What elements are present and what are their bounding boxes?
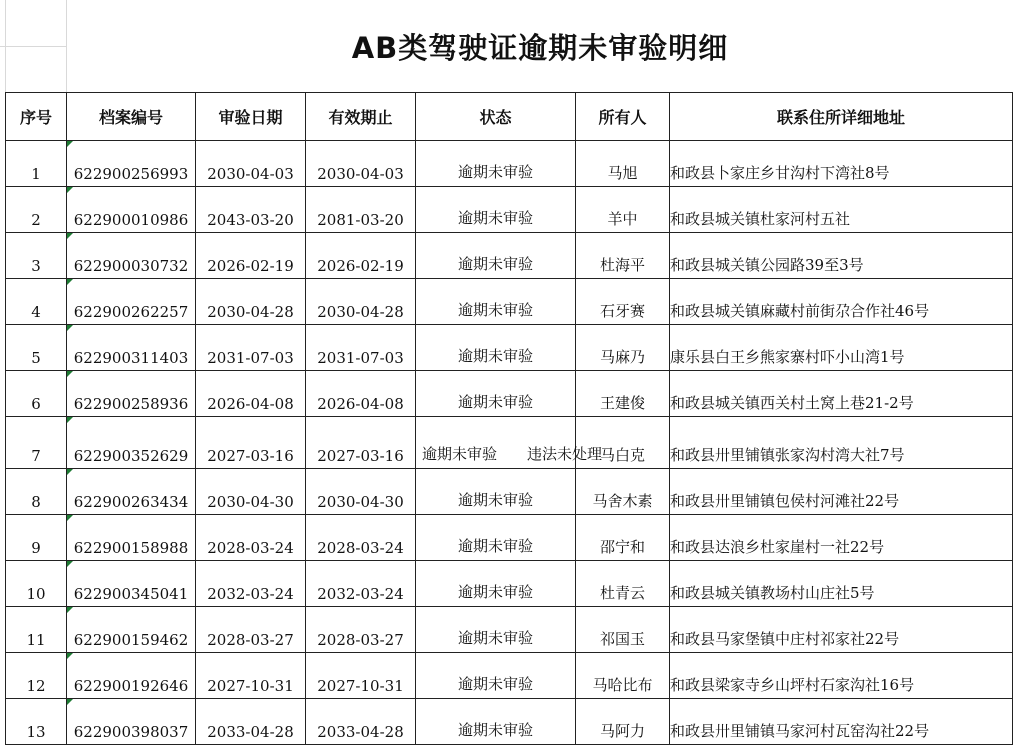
cell-address[interactable]: 和政县马家堡镇中庄村祁家社22号 xyxy=(670,607,1013,653)
cell-owner[interactable]: 邵宁和 xyxy=(576,515,670,561)
cell-status[interactable]: 逾期未审验 xyxy=(416,699,576,745)
cell-file-number-text: 622900258936 xyxy=(73,395,189,413)
cell-file-number[interactable] xyxy=(67,469,196,515)
cell-status[interactable]: 逾期未审验 xyxy=(416,469,576,515)
cell-file-number-text: 622900159462 xyxy=(73,631,189,649)
cell-file-number[interactable] xyxy=(67,699,196,745)
cell-valid-until[interactable]: 2030-04-03 xyxy=(306,141,416,187)
cell-file-number-text: 622900262257 xyxy=(73,303,189,321)
cell-valid-until[interactable]: 2032-03-24 xyxy=(306,561,416,607)
header-file-number[interactable]: 档案编号 xyxy=(67,93,196,141)
gridline xyxy=(0,46,66,47)
cell-index[interactable]: 10 xyxy=(6,561,67,607)
header-index[interactable]: 序号 xyxy=(6,93,67,141)
table-row xyxy=(6,699,1013,745)
cell-index[interactable]: 9 xyxy=(6,515,67,561)
header-status[interactable]: 状态 xyxy=(416,93,576,141)
cell-address[interactable]: 和政县城关镇教场村山庄社5号 xyxy=(670,561,1013,607)
cell-owner[interactable]: 羊中 xyxy=(576,187,670,233)
cell-valid-until[interactable]: 2030-04-28 xyxy=(306,279,416,325)
cell-file-number[interactable] xyxy=(67,325,196,371)
header-review-date[interactable]: 审验日期 xyxy=(196,93,306,141)
cell-valid-until[interactable]: 2081-03-20 xyxy=(306,187,416,233)
text-number-marker xyxy=(67,233,73,239)
header-valid-until[interactable]: 有效期止 xyxy=(306,93,416,141)
table-row xyxy=(6,417,1013,469)
table-row xyxy=(6,325,1013,371)
cell-address[interactable]: 和政县卜家庄乡甘沟村下湾社8号 xyxy=(670,141,1013,187)
cell-review-date[interactable]: 2043-03-20 xyxy=(196,187,306,233)
cell-address[interactable]: 康乐县白王乡熊家寨村吓小山湾1号 xyxy=(670,325,1013,371)
cell-owner[interactable]: 杜海平 xyxy=(576,233,670,279)
cell-index[interactable]: 8 xyxy=(6,469,67,515)
cell-index[interactable]: 1 xyxy=(6,141,67,187)
cell-valid-until[interactable]: 2026-04-08 xyxy=(306,371,416,417)
cell-owner[interactable]: 马哈比布 xyxy=(576,653,670,699)
cell-status[interactable]: 逾期未审验 xyxy=(416,515,576,561)
table-row xyxy=(6,187,1013,233)
cell-owner[interactable]: 马旭 xyxy=(576,141,670,187)
text-number-marker xyxy=(67,607,73,613)
text-number-marker xyxy=(67,279,73,285)
sheet-title: AB类驾驶证逾期未审验明细 xyxy=(351,30,729,65)
cell-file-number-text: 622900030732 xyxy=(73,257,189,275)
cell-file-number-text: 622900311403 xyxy=(73,349,189,367)
text-number-marker xyxy=(67,141,73,147)
header-owner[interactable]: 所有人 xyxy=(576,93,670,141)
table-row xyxy=(6,141,1013,187)
text-number-marker xyxy=(67,699,73,705)
text-number-marker xyxy=(67,469,73,475)
cell-review-date[interactable]: 2028-03-24 xyxy=(196,515,306,561)
cell-file-number[interactable] xyxy=(67,187,196,233)
cell-status[interactable]: 逾期未审验 xyxy=(416,233,576,279)
text-number-marker xyxy=(67,515,73,521)
cell-index[interactable]: 3 xyxy=(6,233,67,279)
cell-valid-until[interactable]: 2027-03-16 xyxy=(306,417,416,469)
cell-review-date[interactable]: 2027-10-31 xyxy=(196,653,306,699)
cell-status[interactable]: 逾期未审验 xyxy=(416,653,576,699)
cell-review-date[interactable]: 2028-03-27 xyxy=(196,607,306,653)
cell-status[interactable]: 逾期未审验 xyxy=(416,607,576,653)
table-row xyxy=(6,607,1013,653)
cell-index[interactable]: 13 xyxy=(6,699,67,745)
cell-review-date[interactable]: 2031-07-03 xyxy=(196,325,306,371)
cell-address[interactable]: 和政县卅里铺镇马家河村瓦窑沟社22号 xyxy=(670,699,1013,745)
cell-status[interactable]: 逾期未审验 xyxy=(416,371,576,417)
text-number-marker xyxy=(67,187,73,193)
cell-valid-until[interactable]: 2028-03-24 xyxy=(306,515,416,561)
cell-review-date[interactable]: 2033-04-28 xyxy=(196,699,306,745)
cell-file-number-text: 622900263434 xyxy=(73,493,189,511)
cell-file-number[interactable] xyxy=(67,233,196,279)
cell-file-number-text: 622900345041 xyxy=(73,585,189,603)
cell-index[interactable]: 2 xyxy=(6,187,67,233)
cell-owner[interactable]: 祁国玉 xyxy=(576,607,670,653)
text-number-marker xyxy=(67,561,73,567)
cell-status[interactable]: 逾期未审验 xyxy=(416,279,576,325)
cell-valid-until[interactable]: 2033-04-28 xyxy=(306,699,416,745)
cell-valid-until[interactable]: 2028-03-27 xyxy=(306,607,416,653)
cell-review-date[interactable]: 2030-04-03 xyxy=(196,141,306,187)
cell-file-number[interactable] xyxy=(67,607,196,653)
cell-owner[interactable]: 杜青云 xyxy=(576,561,670,607)
cell-owner[interactable]: 王建俊 xyxy=(576,371,670,417)
table-row xyxy=(6,371,1013,417)
cell-index[interactable]: 7 xyxy=(6,417,67,469)
cell-status[interactable]: 逾期未审验 违法未处理 xyxy=(416,417,576,469)
cell-file-number-text: 622900352629 xyxy=(73,447,189,465)
cell-review-date[interactable]: 2032-03-24 xyxy=(196,561,306,607)
cell-address[interactable]: 和政县卅里铺镇张家沟村湾大社7号 xyxy=(670,417,1013,469)
cell-file-number-text: 622900010986 xyxy=(73,211,189,229)
cell-status[interactable]: 逾期未审验 xyxy=(416,187,576,233)
cell-valid-until[interactable]: 2030-04-30 xyxy=(306,469,416,515)
text-number-marker xyxy=(67,325,73,331)
cell-file-number-text: 622900192646 xyxy=(73,677,189,695)
cell-index[interactable]: 12 xyxy=(6,653,67,699)
cell-file-number[interactable] xyxy=(67,141,196,187)
table-row xyxy=(6,653,1013,699)
cell-file-number[interactable] xyxy=(67,515,196,561)
cell-file-number[interactable] xyxy=(67,279,196,325)
cell-index[interactable]: 5 xyxy=(6,325,67,371)
cell-file-number-text: 622900256993 xyxy=(73,165,189,183)
cell-review-date[interactable]: 2030-04-28 xyxy=(196,279,306,325)
cell-valid-until[interactable]: 2031-07-03 xyxy=(306,325,416,371)
cell-owner[interactable]: 马白克 xyxy=(576,417,670,469)
cell-status[interactable]: 逾期未审验 xyxy=(416,141,576,187)
cell-address[interactable]: 和政县城关镇杜家河村五社 xyxy=(670,187,1013,233)
header-row xyxy=(6,93,1013,141)
table-row xyxy=(6,279,1013,325)
table-row xyxy=(6,561,1013,607)
cell-address[interactable]: 和政县城关镇西关村土窝上巷21-2号 xyxy=(670,371,1013,417)
cell-file-number[interactable] xyxy=(67,653,196,699)
cell-file-number-text: 622900158988 xyxy=(73,539,189,557)
cell-index[interactable]: 4 xyxy=(6,279,67,325)
cell-file-number-text: 622900398037 xyxy=(73,723,189,741)
cell-review-date[interactable]: 2027-03-16 xyxy=(196,417,306,469)
cell-status[interactable]: 逾期未审验 xyxy=(416,325,576,371)
cell-address[interactable]: 和政县梁家寺乡山坪村石家沟社16号 xyxy=(670,653,1013,699)
cell-address[interactable]: 和政县卅里铺镇包侯村河滩社22号 xyxy=(670,469,1013,515)
cell-owner[interactable]: 马麻乃 xyxy=(576,325,670,371)
text-number-marker xyxy=(67,653,73,659)
cell-file-number[interactable] xyxy=(67,561,196,607)
records-table xyxy=(5,92,1013,745)
text-number-marker xyxy=(67,417,73,423)
table-row xyxy=(6,469,1013,515)
cell-review-date[interactable]: 2026-02-19 xyxy=(196,233,306,279)
table-row xyxy=(6,233,1013,279)
cell-review-date[interactable]: 2026-04-08 xyxy=(196,371,306,417)
text-number-marker xyxy=(67,371,73,377)
cell-address[interactable]: 和政县城关镇麻藏村前街尕合作社46号 xyxy=(670,279,1013,325)
cell-owner[interactable]: 石牙赛 xyxy=(576,279,670,325)
cell-address[interactable]: 和政县达浪乡杜家崖村一社22号 xyxy=(670,515,1013,561)
cell-status[interactable]: 逾期未审验 xyxy=(416,561,576,607)
table-row xyxy=(6,515,1013,561)
cell-index[interactable]: 6 xyxy=(6,371,67,417)
cell-index[interactable]: 11 xyxy=(6,607,67,653)
cell-valid-until[interactable]: 2027-10-31 xyxy=(306,653,416,699)
cell-file-number[interactable] xyxy=(67,417,196,469)
cell-owner[interactable]: 马阿力 xyxy=(576,699,670,745)
cell-review-date[interactable]: 2030-04-30 xyxy=(196,469,306,515)
cell-owner[interactable]: 马舍木素 xyxy=(576,469,670,515)
cell-address[interactable]: 和政县城关镇公园路39至3号 xyxy=(670,233,1013,279)
header-address[interactable]: 联系住所详细地址 xyxy=(670,93,1013,141)
cell-valid-until[interactable]: 2026-02-19 xyxy=(306,233,416,279)
cell-file-number[interactable] xyxy=(67,371,196,417)
